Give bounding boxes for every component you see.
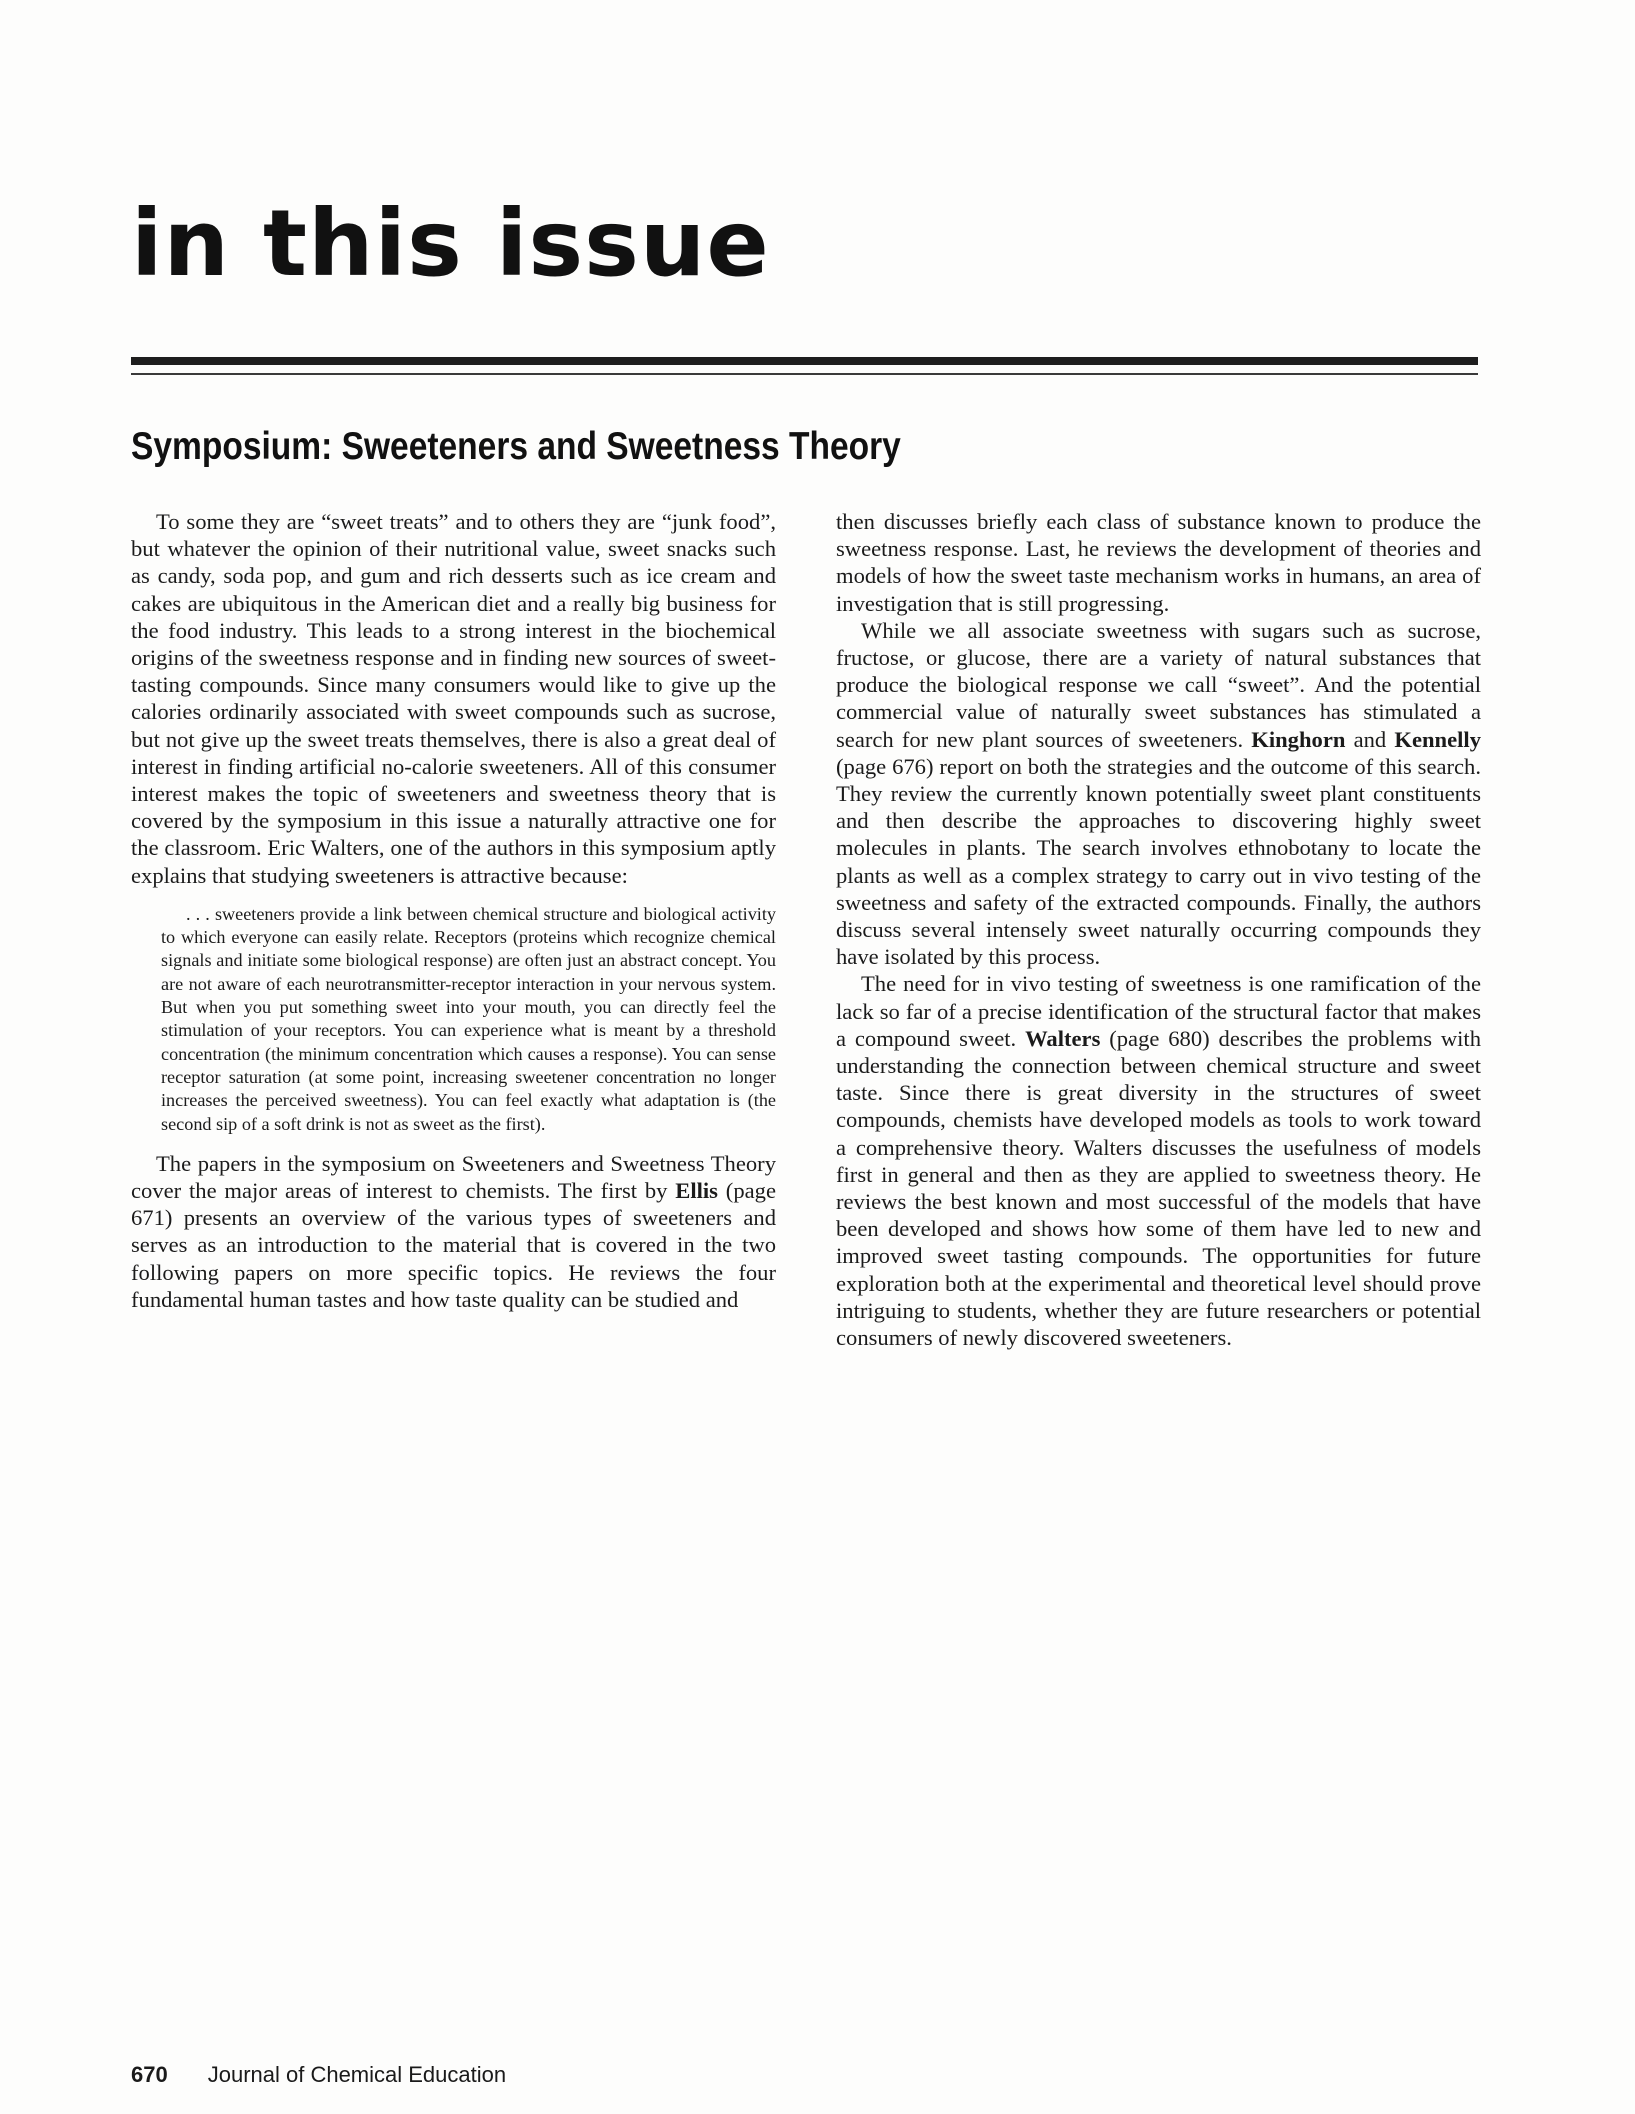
left-column [131, 508, 776, 1313]
natural-sweeteners-paragraph [836, 617, 1481, 971]
paragraph-text: (page 671) presents an overview of the various types of sweeteners and serves as an introduction to the material that is covered in the two following papers on more specific topics. He reviews the four fundamental human tastes and how taste quality can be studied and [131, 1178, 776, 1312]
page-footer [131, 2062, 506, 2088]
symposium-title: Symposium: Sweeteners and Sweetness Theory [131, 425, 901, 468]
thick-rule-divider [131, 357, 1478, 365]
paragraph-text: The papers in the symposium on Sweeteners and Sweetness Theory cover the major areas of interest to chemists. The first by [131, 1150, 776, 1204]
author-walters: Walters [1025, 1025, 1101, 1051]
journal-name: Journal of Chemical Education [207, 2062, 507, 2087]
author-kennelly: Kennelly [1394, 726, 1481, 752]
paragraph-text: The need for in vivo testing of sweetness is one ramification of the lack so far of a precise identification of the structural factor that makes a compound sweet. [836, 971, 1481, 1051]
intro-paragraph: To some they are “sweet treats” and to others they are “junk food”, but whatever the opinion of their nutritional value, sweet snacks such as candy, soda pop, and gum and rich desserts such as ice cream and cakes are ubiquitous in the American diet and a really big business for the food industry. This leads to a strong interest in the biochemical origins of the sweetness response and in finding new sources of sweet-tasting compounds. Since many consumers would like to give up the calories ordinarily associated with sweet compounds such as sucrose, but not give up the sweet treats themselves, there is also a great deal of interest in finding artificial no-calorie sweeteners. All of this consumer interest makes the topic of sweeteners and sweetness theory that is covered by the symposium in this issue a naturally attractive one for the classroom. Eric Walters, one of the authors in this symposium aptly explains that studying sweeteners is attractive because: [131, 509, 776, 888]
paragraph-text: (page 680) describes the problems with understanding the connection between chemical structure and sweet taste. Since there is great diversity in the structures of sweet compounds, chemists have developed models as tools to work toward a comprehensive theory. Walters discusses the usefulness of models first in general and then as they are applied to sweetness theory. He reviews the best known and most successful of the models that have been developed and shows how some of them have led to new and improved sweet tasting compounds. The opportunities for future exploration both at the experimental and theoretical level should prove intriguing to students, whether they are future researchers or potential consumers of newly discovered sweeteners. [836, 1025, 1482, 1351]
page-number: 670 [131, 2062, 168, 2087]
thin-rule-divider [131, 373, 1478, 375]
sweetness-theory-paragraph [836, 970, 1481, 1351]
masthead-title: in this issue [131, 190, 770, 297]
papers-overview-paragraph [131, 1150, 776, 1313]
right-column [836, 508, 1481, 1351]
paragraph-text: and [1345, 726, 1395, 752]
paragraph-text: (page 676) report on both the strategies and the outcome of this search. They review the currently known potentially sweet plant constituents and then describe the approaches to discovering highly sweet molecules in plants. The search involves ethnobotany to locate the plants as well as a complex strategy to carry out in vivo testing of the sweetness and safety of the extracted compounds. Finally, the authors discuss several intensely sweet naturally occurring compounds they have isolated by this process. [836, 753, 1481, 970]
walters-quote: . . . sweeteners provide a link between chemical structure and biological activity to which everyone can easily relate. Receptors (proteins which recognize chemical signals and initiate some biological response) are often just an abstract concept. You are not aware of each neurotransmitter-receptor interaction in your nervous system. But when you put something sweet into your mouth, you can directly feel the stimulation of your receptors. You can experience what is meant by a threshold concentration (the minimum concentration which causes a response). You can sense receptor saturation (at some point, increasing sweetener concentration no longer increases the perceived sweetness). You can feel exactly what adaptation is (the second sip of a soft drink is not as sweet as the first). [161, 903, 776, 1134]
author-ellis: Ellis [675, 1178, 718, 1204]
paragraph-text: While we all associate sweetness with sugars such as sucrose, fructose, or glucose, there are a variety of natural substances that produce the biological response we call “sweet”. And the potential commercial value of naturally sweet substances has stimulated a search for new plant sources of sweeteners. [836, 617, 1481, 752]
author-kinghorn: Kinghorn [1251, 726, 1346, 752]
continued-paragraph: then discusses briefly each class of substance known to produce the sweetness response. Last, he reviews the development of theories and models of how the sweet taste mechanism works in humans, an area of investigation that is still progressing. [836, 509, 1481, 616]
